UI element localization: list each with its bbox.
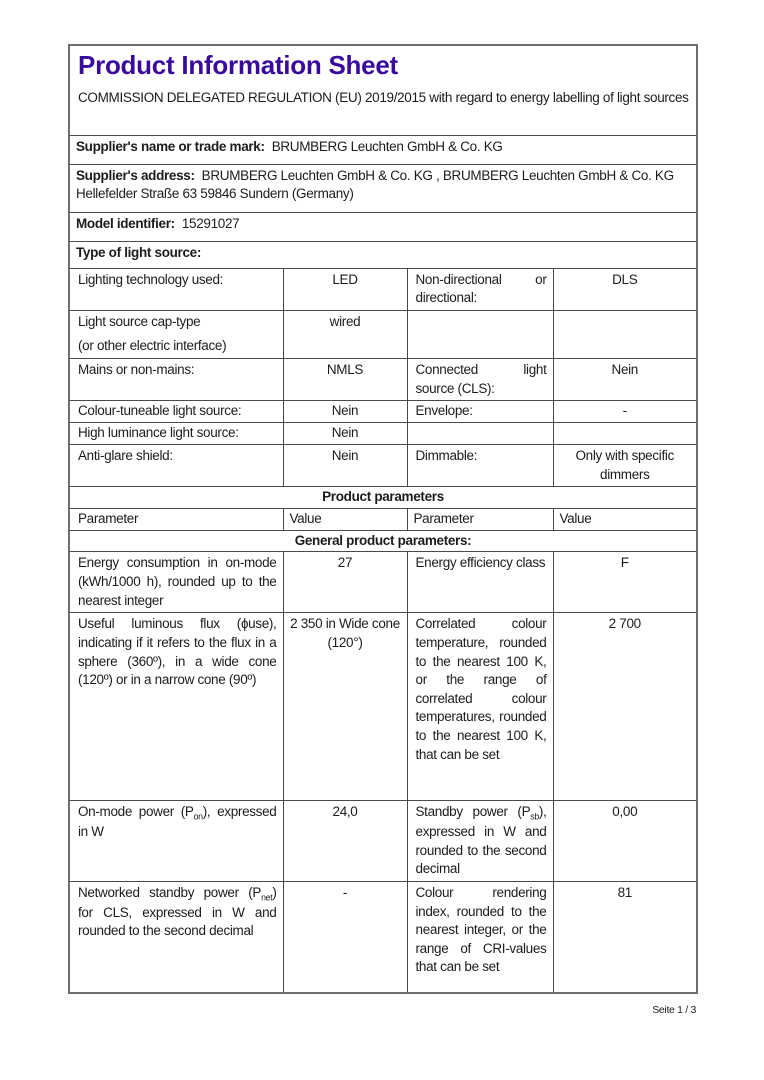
- value-dimmable: Only with specific dimmers: [553, 444, 697, 486]
- param-connected-light-source: Connected light source (CLS):: [407, 359, 553, 401]
- column-header-parameter-left: Parameter: [69, 508, 283, 530]
- param-colour-rendering-index: Colour rendering index, rounded to the nearest integer, or the range of CRI-values that can be set: [407, 881, 553, 993]
- subscript-on: on: [193, 811, 203, 822]
- empty-cell: [553, 310, 697, 358]
- value-standby-power: 0,00: [553, 801, 697, 882]
- empty-cell: [553, 423, 697, 445]
- value-mains: NMLS: [283, 359, 407, 401]
- cap-type-line1: Light source cap-type: [78, 313, 201, 329]
- param-energy-consumption: Energy consumption in on-mode (kWh/1000 h), rounded up to the nearest integer: [69, 552, 283, 613]
- value-lighting-technology: LED: [283, 268, 407, 310]
- model-identifier-value: 15291027: [181, 215, 240, 231]
- param-directionality: Non-directional or directional:: [407, 268, 553, 310]
- regulation-subtitle: COMMISSION DELEGATED REGULATION (EU) 2019/2015 with regard to energy labelling of light sources: [78, 90, 689, 106]
- param-standby-power: Standby power $(P_{sb})$, expressed in W and rounded to the second decimal: [407, 801, 553, 882]
- supplier-name-label: Supplier's name or trade mark:: [76, 138, 265, 154]
- column-header-value-left: Value: [283, 508, 407, 530]
- value-connected-light-source: Nein: [553, 359, 697, 401]
- value-colour-rendering-index: 81: [553, 881, 697, 993]
- supplier-name-value: BRUMBERG Leuchten GmbH & Co. KG: [271, 138, 503, 154]
- value-networked-standby-power: -: [283, 881, 407, 993]
- type-of-light-source-header: Type of light source:: [69, 241, 697, 268]
- param-anti-glare: Anti-glare shield:: [69, 444, 283, 486]
- param-envelope: Envelope:: [407, 401, 553, 423]
- page-number: Seite 1 / 3: [652, 1004, 696, 1016]
- param-energy-efficiency-class: Energy efficiency class: [407, 552, 553, 613]
- document-header-cell: [69, 45, 697, 135]
- column-header-parameter-right: Parameter: [407, 508, 553, 530]
- subscript-net: net: [261, 892, 273, 903]
- param-correlated-colour-temperature: Correlated colour temperature, rounded to the nearest 100 K, or the range of correlated colour temperatures, rounded to the nearest 100 K, that can be set: [407, 613, 553, 801]
- value-colour-tuneable: Nein: [283, 401, 407, 423]
- model-identifier-row: [69, 212, 697, 241]
- cap-type-line2: (or other electric interface): [78, 338, 227, 354]
- value-high-luminance: Nein: [283, 423, 407, 445]
- value-energy-efficiency-class: F: [553, 552, 697, 613]
- param-on-mode-power: On-mode power $(P_{on})$, expressed in W: [69, 801, 283, 882]
- subscript-sb: sb: [530, 811, 539, 822]
- param-colour-tuneable: Colour-tuneable light source:: [69, 401, 283, 423]
- param-dimmable: Dimmable:: [407, 444, 553, 486]
- product-parameters-header: Product parameters: [69, 487, 697, 509]
- model-identifier-label: Model identifier:: [76, 215, 175, 231]
- page-title: Product Information Sheet: [78, 50, 398, 80]
- column-header-value-right: Value: [553, 508, 697, 530]
- value-useful-luminous-flux: 2 350 in Wide cone (120°): [283, 613, 407, 801]
- value-envelope: -: [553, 401, 697, 423]
- value-directionality: DLS: [553, 268, 697, 310]
- empty-cell: [407, 423, 553, 445]
- param-high-luminance: High luminance light source:: [69, 423, 283, 445]
- param-mains: Mains or non-mains:: [69, 359, 283, 401]
- supplier-address-label: Supplier's address:: [76, 167, 195, 183]
- value-energy-consumption: 27: [283, 552, 407, 613]
- general-product-parameters-header: General product parameters:: [69, 530, 697, 552]
- param-lighting-technology: Lighting technology used:: [69, 268, 283, 310]
- value-cap-type: wired: [283, 310, 407, 358]
- param-networked-standby-power: Networked standby power $(P_{net})$ for CLS, expressed in W and rounded to the second decimal: [69, 881, 283, 993]
- supplier-address-value: BRUMBERG Leuchten GmbH & Co. KG , BRUMBERG Leuchten GmbH & Co. KG Hellefelder Straße 63 59846 Sundern (Germany): [76, 167, 674, 202]
- param-useful-luminous-flux: Useful luminous flux (ɸuse), indicating if it refers to the flux in a sphere (360º), in a wide cone (120º) or in a narrow cone (90º): [69, 613, 283, 801]
- value-on-mode-power: 24,0: [283, 801, 407, 882]
- empty-cell: [407, 310, 553, 358]
- product-information-table: [68, 44, 698, 994]
- param-cap-type: [69, 310, 283, 358]
- value-anti-glare: Nein: [283, 444, 407, 486]
- value-correlated-colour-temperature: 2 700: [553, 613, 697, 801]
- supplier-name-row: [69, 135, 697, 164]
- supplier-address-row: [69, 164, 697, 212]
